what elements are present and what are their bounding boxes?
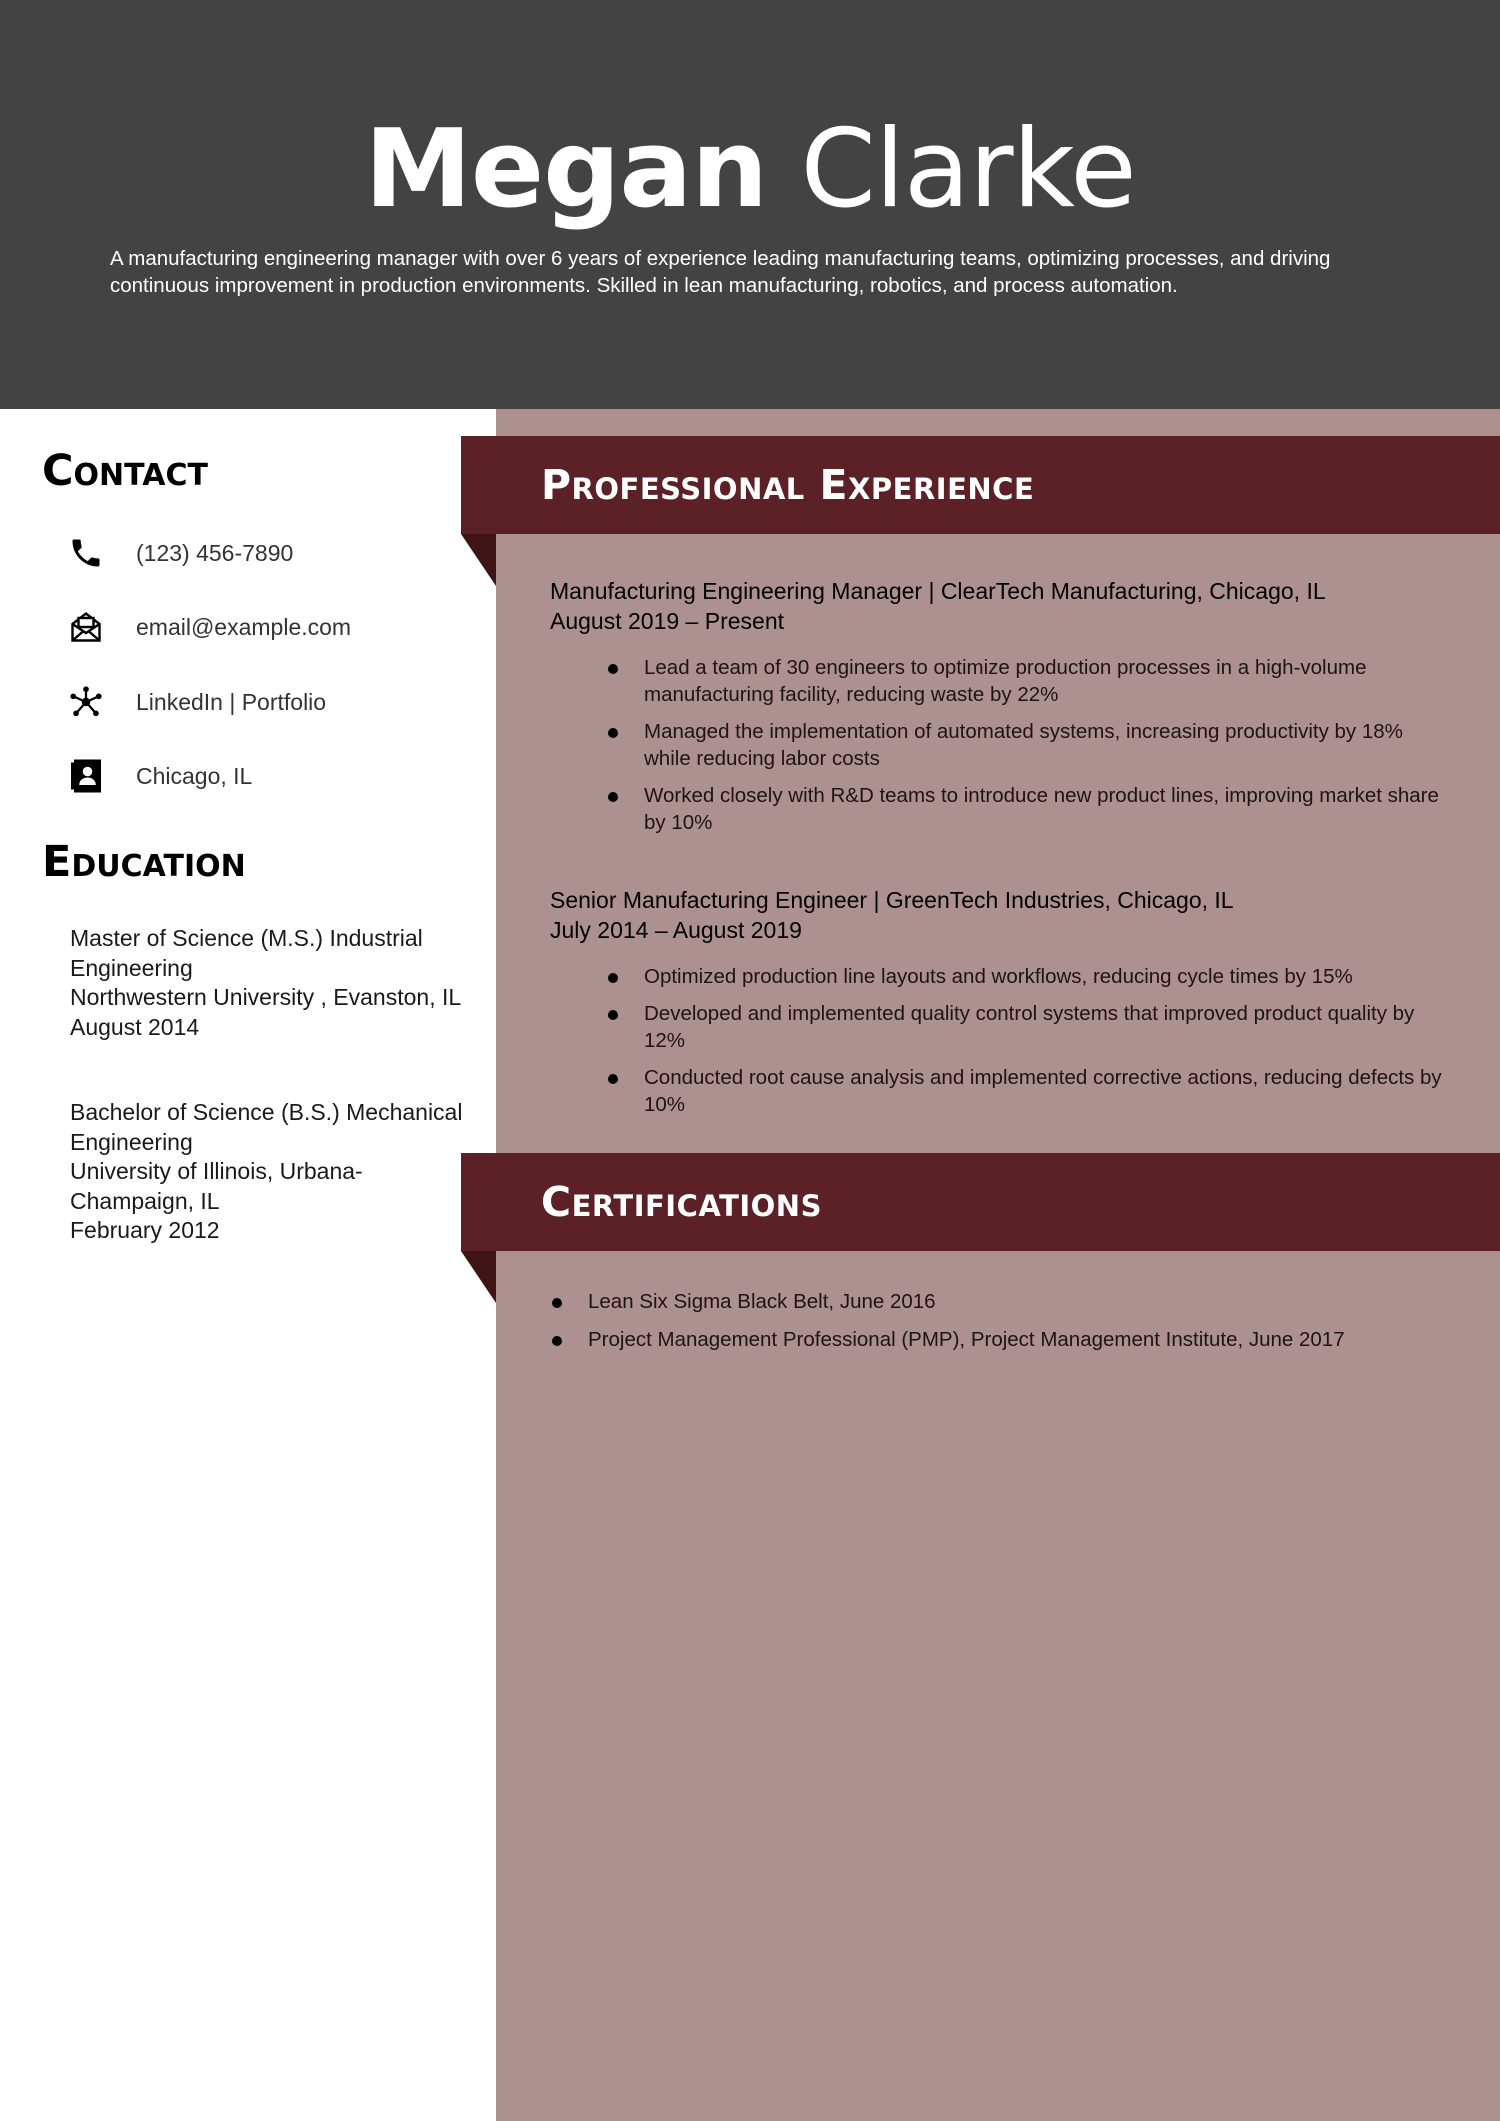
certifications-banner-fold — [461, 1251, 496, 1303]
certifications-list — [588, 1288, 1468, 1364]
phone-icon — [66, 533, 106, 573]
job-bullet: Worked closely with R&D teams to introduce new product lines, improving market share by 10% — [644, 782, 1450, 836]
school: University of Illinois, Urbana-Champaign, IL — [70, 1158, 363, 1214]
certification-item: Project Management Professional (PMP), Project Management Institute, June 2017 — [588, 1326, 1468, 1353]
graduation-date: August 2014 — [70, 1013, 200, 1040]
degree: Bachelor of Science (B.S.) Mechanical Engineering — [70, 1099, 463, 1155]
certification-item: Lean Six Sigma Black Belt, June 2016 — [588, 1288, 1468, 1315]
network-icon — [66, 682, 106, 722]
summary: A manufacturing engineering manager with over 6 years of experience leading manufacturing teams, optimizing processes, and driving continuous improvement in production environments. Skilled in lean manufacturing, robotics, and process automation. — [110, 247, 1331, 297]
experience-heading: Professional Experience — [541, 461, 1035, 509]
education-heading: Education — [42, 837, 246, 887]
job-bullet: Managed the implementation of automated systems, increasing productivity by 18% while reducing labor costs — [644, 718, 1450, 772]
contact-phone — [66, 533, 293, 573]
job-bullet: Lead a team of 30 engineers to optimize production processes in a high-volume manufacturing facility, reducing waste by 22% — [644, 654, 1450, 708]
education-item — [70, 924, 470, 1042]
certifications-banner — [461, 1153, 1500, 1251]
job-bullet: Developed and implemented quality control systems that improved product quality by 12% — [644, 1000, 1450, 1054]
education-item — [70, 1098, 470, 1246]
job-bullets — [550, 963, 1450, 1118]
contact-location — [66, 756, 252, 796]
last-name: Clarke — [800, 107, 1136, 232]
first-name: Megan — [364, 107, 768, 232]
location: Chicago, IL — [136, 762, 253, 789]
contact-links — [66, 682, 326, 722]
profile-links[interactable]: LinkedIn | Portfolio — [136, 688, 327, 715]
contact-card-icon — [66, 756, 106, 796]
experience-banner-fold — [461, 534, 496, 586]
header — [0, 0, 1500, 409]
job-entry — [550, 885, 1450, 1128]
email-address[interactable]: email@example.com — [136, 613, 352, 640]
job-dates: July 2014 – August 2019 — [550, 917, 802, 943]
contact-email — [66, 607, 351, 647]
job-entry — [550, 576, 1450, 846]
degree: Master of Science (M.S.) Industrial Engineering — [70, 925, 423, 981]
job-bullet: Conducted root cause analysis and implemented corrective actions, reducing defects by 10% — [644, 1064, 1450, 1118]
school: Northwestern University , Evanston, IL — [70, 984, 462, 1010]
envelope-icon — [66, 607, 106, 647]
phone-number[interactable]: (123) 456-7890 — [136, 539, 294, 566]
experience-banner — [461, 436, 1500, 534]
job-dates: August 2019 – Present — [550, 608, 784, 634]
candidate-name — [0, 105, 1500, 235]
graduation-date: February 2012 — [70, 1217, 220, 1243]
job-bullet: Optimized production line layouts and workflows, reducing cycle times by 15% — [644, 963, 1450, 990]
certifications-heading: Certifications — [541, 1178, 822, 1226]
contact-heading: Contact — [42, 446, 209, 496]
job-title: Senior Manufacturing Engineer | GreenTech Industries, Chicago, IL — [550, 887, 1234, 913]
job-title: Manufacturing Engineering Manager | ClearTech Manufacturing, Chicago, IL — [550, 578, 1326, 604]
job-bullets — [550, 654, 1450, 836]
